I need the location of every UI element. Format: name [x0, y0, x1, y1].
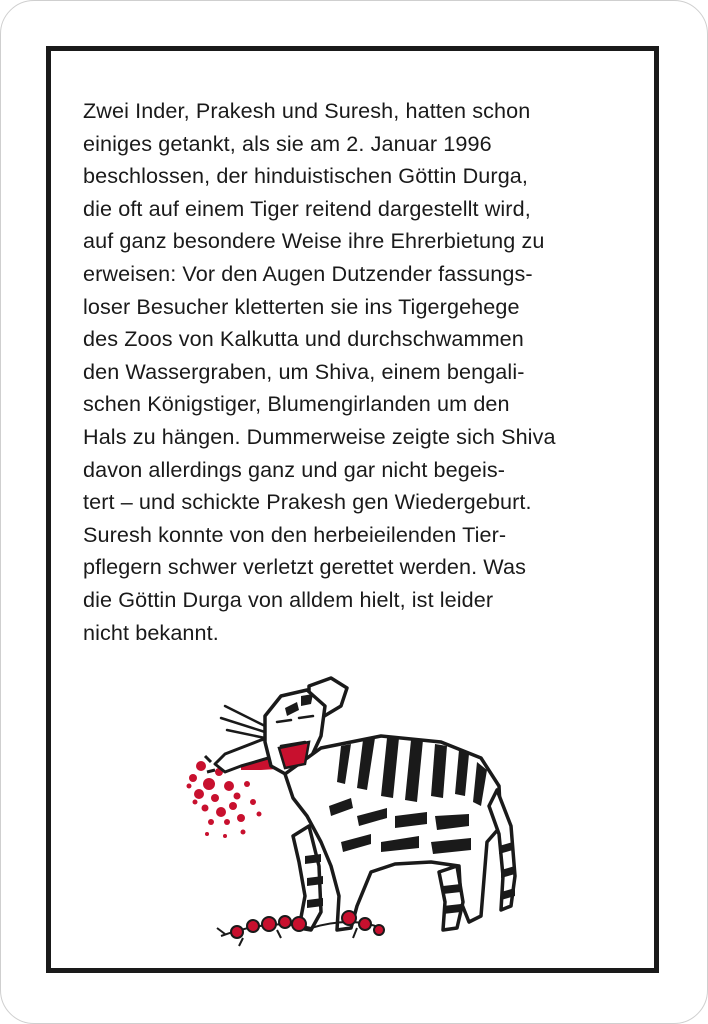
story-line: einiges getankt, als sie am 2. Januar 1996 [83, 130, 492, 156]
story-line: schen Königstiger, Blumengirlanden um den [83, 391, 510, 417]
story-line: loser Besucher kletterten sie ins Tigergehege [83, 293, 520, 319]
tiger-mouth-icon [279, 742, 309, 768]
story-line: die oft auf einem Tiger reitend dargestellt wird, [83, 195, 531, 221]
story-text [83, 95, 643, 649]
story-line: tert – und schickte Prakesh gen Wiedergeburt. [83, 489, 532, 515]
story-line: pflegern schwer verletzt gerettet werden. Was [83, 554, 526, 580]
story-line: des Zoos von Kalkutta und durchschwammen [83, 326, 524, 352]
story-line: beschlossen, der hinduistischen Göttin Durga, [83, 163, 529, 189]
flower-garland-icon [217, 911, 384, 946]
story-line: nicht bekannt. [83, 619, 219, 645]
story-line: Zwei Inder, Prakesh und Suresh, hatten schon [83, 98, 531, 123]
story-line: Suresh konnte von den herbeieilenden Tier- [83, 521, 507, 547]
story-line: erweisen: Vor den Augen Dutzender fassungs- [83, 260, 533, 286]
story-line: davon allerdings ganz und gar nicht begeis- [83, 456, 506, 482]
story-line: die Göttin Durga von alldem hielt, ist leider [83, 586, 494, 612]
story-line: den Wassergraben, um Shiva, einem bengali- [83, 358, 525, 384]
tiger-illustration-icon [181, 666, 521, 966]
story-line: Hals zu hängen. Dummerweise zeigte sich Shiva [83, 423, 556, 449]
story-line: auf ganz besondere Weise ihre Ehrerbietung zu [83, 228, 545, 254]
